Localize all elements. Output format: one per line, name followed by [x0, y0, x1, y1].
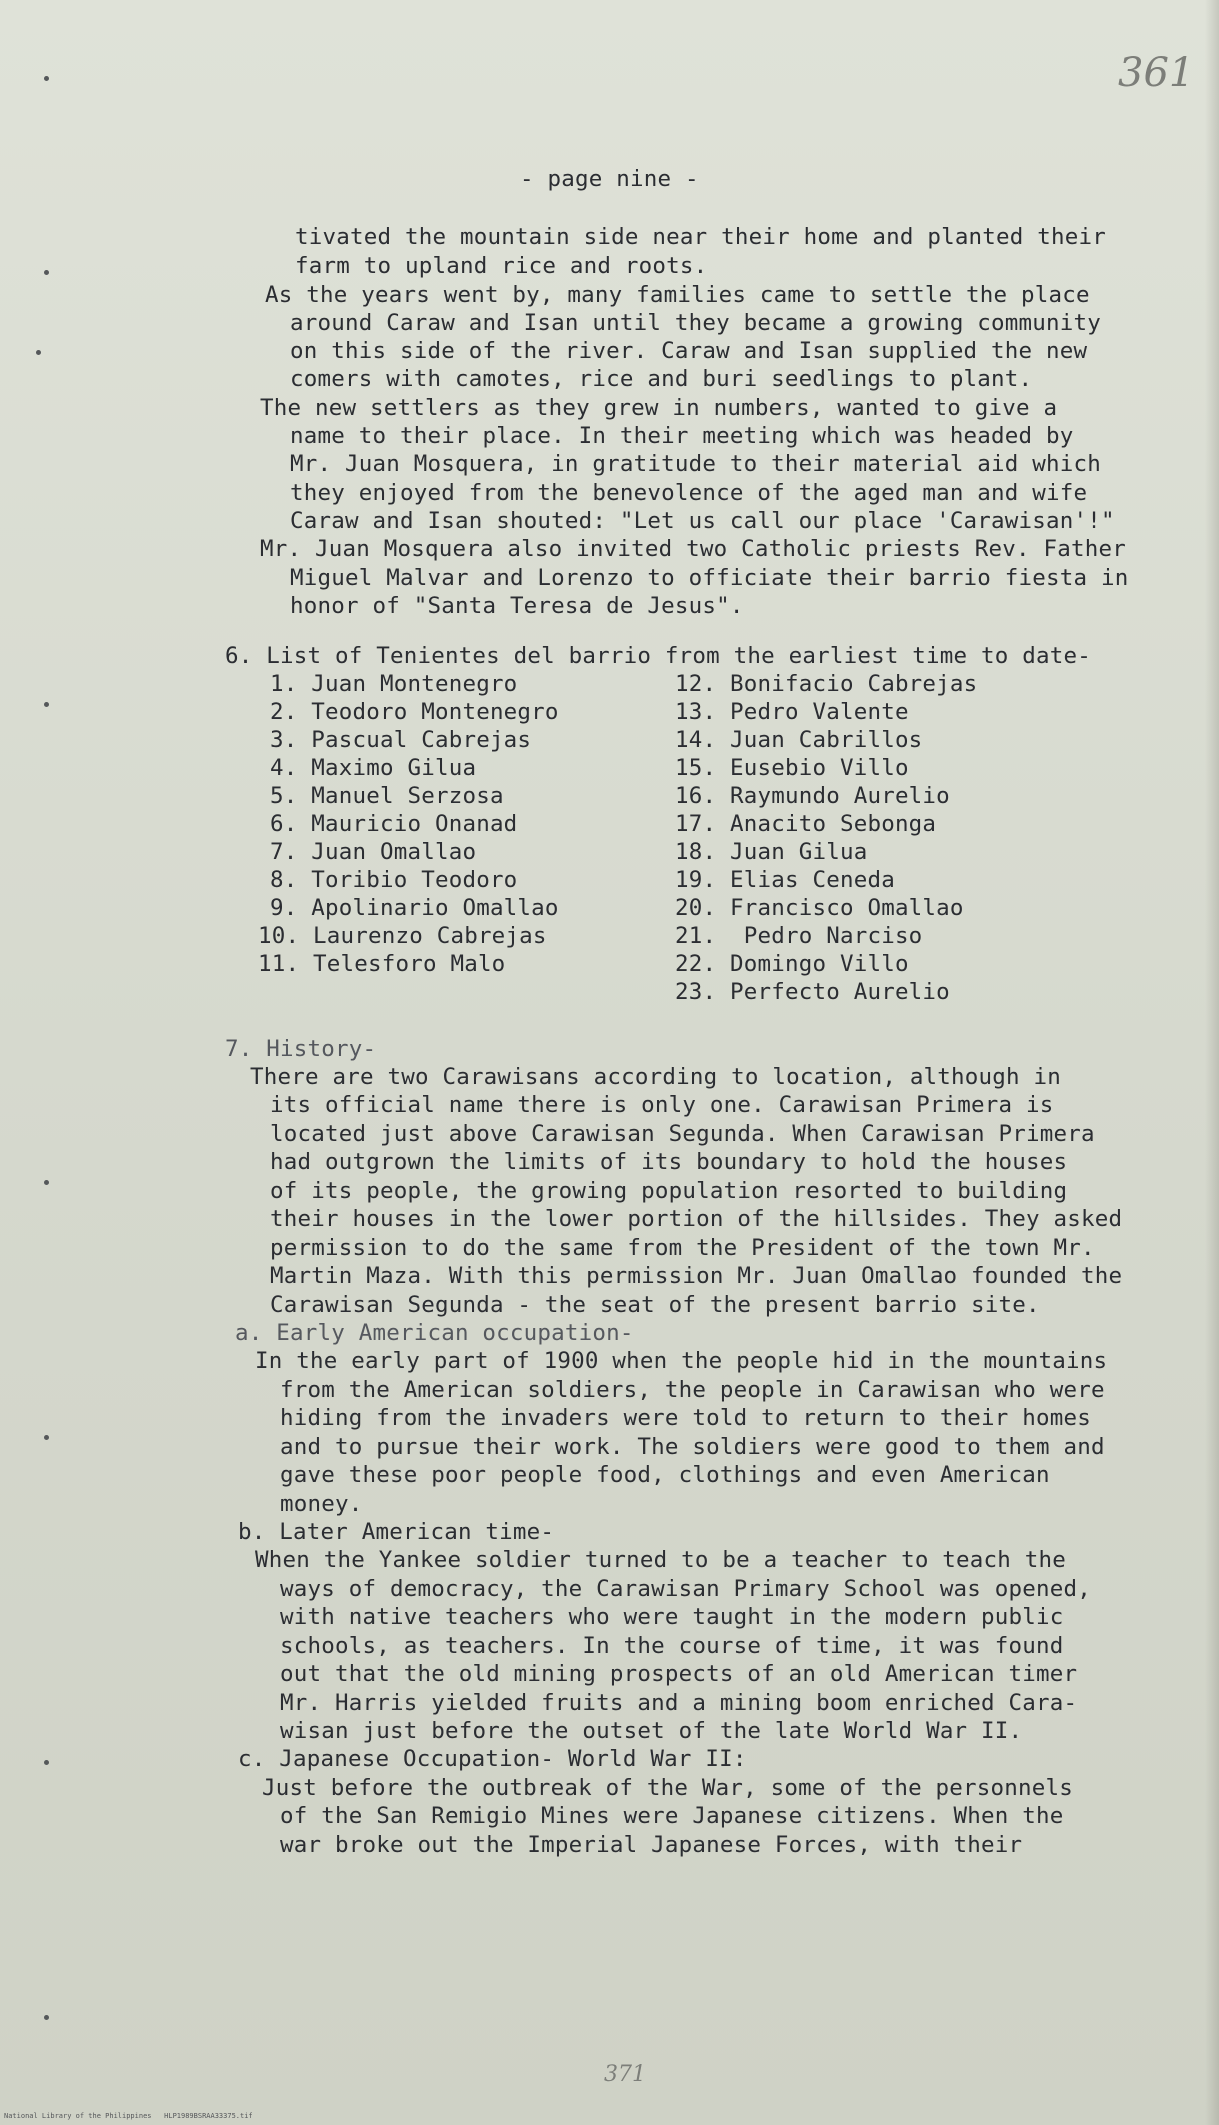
subsection-c-heading: c. Japanese Occupation- World War II:	[238, 1746, 747, 1772]
list-item: 3. Pascual Cabrejas	[270, 727, 532, 753]
text-line: comers with camotes, rice and buri seedlings to plant.	[290, 366, 1033, 392]
list-item: 11. Telesforo Malo	[258, 951, 506, 977]
list-item: 9. Apolinario Omallao	[270, 895, 559, 921]
text-line: they enjoyed from the benevolence of the aged man and wife	[290, 480, 1088, 506]
text-line: Mr. Harris yielded fruits and a mining boom enriched Cara-	[280, 1690, 1078, 1716]
list-item: 7. Juan Omallao	[270, 839, 477, 865]
punch-hole-mark	[44, 270, 49, 275]
text-line: wisan just before the outset of the late World War II.	[280, 1718, 1023, 1744]
text-line: gave these poor people food, clothings and even American	[280, 1462, 1050, 1488]
text-line: tivated the mountain side near their home and planted their	[295, 224, 1107, 250]
list-item: 14. Juan Cabrillos	[675, 727, 923, 753]
text-line: Miguel Malvar and Lorenzo to officiate their barrio fiesta in	[290, 565, 1129, 591]
list-item: 20. Francisco Omallao	[675, 895, 964, 921]
text-line: As the years went by, many families came to settle the place	[265, 282, 1090, 308]
text-line: hiding from the invaders were told to return to their homes	[280, 1405, 1092, 1431]
list-item: 1. Juan Montenegro	[270, 671, 518, 697]
list-item: 6. Mauricio Onanad	[270, 811, 518, 837]
text-line: There are two Carawisans according to location, although in	[250, 1064, 1062, 1090]
text-line: Just before the outbreak of the War, some of the personnels	[262, 1775, 1074, 1801]
text-line: Mr. Juan Mosquera, in gratitude to their material aid which	[290, 451, 1102, 477]
list-item: 18. Juan Gilua	[675, 839, 868, 865]
text-line: had outgrown the limits of its boundary to hold the houses	[270, 1149, 1068, 1175]
tenientes-heading: 6. List of Tenientes del barrio from the earliest time to date-	[225, 643, 1092, 669]
list-item: 4. Maximo Gilua	[270, 755, 477, 781]
text-line: and to pursue their work. The soldiers were good to them and	[280, 1434, 1105, 1460]
list-item: 13. Pedro Valente	[675, 699, 909, 725]
punch-hole-mark	[36, 350, 41, 355]
scan-footer: National Library of the Philippines HLP1989BSRAA33375.tif	[4, 2112, 253, 2120]
punch-hole-mark	[44, 1435, 49, 1440]
punch-hole-mark	[44, 1760, 49, 1765]
text-line: ways of democracy, the Carawisan Primary School was opened,	[280, 1576, 1092, 1602]
text-line: its official name there is only one. Carawisan Primera is	[270, 1092, 1054, 1118]
text-line: honor of "Santa Teresa de Jesus".	[290, 593, 744, 619]
list-item: 8. Toribio Teodoro	[270, 867, 518, 893]
punch-hole-mark	[44, 1180, 49, 1185]
text-line: schools, as teachers. In the course of time, it was found	[280, 1633, 1064, 1659]
list-item: 17. Anacito Sebonga	[675, 811, 937, 837]
text-line: from the American soldiers, the people in Carawisan who were	[280, 1377, 1105, 1403]
list-item: 15. Eusebio Villo	[675, 755, 909, 781]
text-line: name to their place. In their meeting which was headed by	[290, 423, 1074, 449]
handwritten-folio-number: 371	[604, 2062, 646, 2087]
list-item: 16. Raymundo Aurelio	[675, 783, 950, 809]
history-heading: 7. History-	[225, 1036, 377, 1062]
list-item: 22. Domingo Villo	[675, 951, 909, 977]
list-item: 2. Teodoro Montenegro	[270, 699, 559, 725]
text-line: In the early part of 1900 when the people hid in the mountains	[255, 1348, 1108, 1374]
subsection-b-heading: b. Later American time-	[238, 1519, 555, 1545]
list-item: 10. Laurenzo Cabrejas	[258, 923, 547, 949]
text-line: Mr. Juan Mosquera also invited two Catholic priests Rev. Father	[260, 536, 1127, 562]
punch-hole-mark	[44, 76, 49, 81]
text-line: on this side of the river. Caraw and Isan supplied the new	[290, 338, 1088, 364]
text-line: Martin Maza. With this permission Mr. Juan Omallao founded the	[270, 1263, 1123, 1289]
text-line: money.	[280, 1491, 363, 1517]
text-line: of the San Remigio Mines were Japanese citizens. When the	[280, 1803, 1064, 1829]
text-line: with native teachers who were taught in the modern public	[280, 1604, 1064, 1630]
text-line: war broke out the Imperial Japanese Forces, with their	[280, 1832, 1023, 1858]
list-item: 12. Bonifacio Cabrejas	[675, 671, 978, 697]
text-line: The new settlers as they grew in numbers, wanted to give a	[260, 395, 1058, 421]
list-item: 23. Perfecto Aurelio	[675, 979, 950, 1005]
subsection-a-heading: a. Early American occupation-	[235, 1320, 634, 1346]
page-header: - page nine -	[520, 166, 699, 192]
text-line: of its people, the growing population resorted to building	[270, 1178, 1068, 1204]
punch-hole-mark	[44, 702, 49, 707]
list-item: 5. Manuel Serzosa	[270, 783, 504, 809]
handwritten-page-number: 361	[1118, 50, 1195, 96]
text-line: around Caraw and Isan until they became a growing community	[290, 310, 1102, 336]
list-item: 21. Pedro Narciso	[675, 923, 923, 949]
text-line: their houses in the lower portion of the hillsides. They asked	[270, 1206, 1123, 1232]
text-line: Caraw and Isan shouted: "Let us call our place 'Carawisan'!"	[290, 508, 1115, 534]
punch-hole-mark	[44, 2015, 49, 2020]
text-line: permission to do the same from the President of the town Mr.	[270, 1235, 1095, 1261]
page-edge-shadow	[1205, 0, 1219, 2125]
text-line: farm to upland rice and roots.	[295, 253, 708, 279]
list-item: 19. Elias Ceneda	[675, 867, 895, 893]
text-line: Carawisan Segunda - the seat of the present barrio site.	[270, 1292, 1040, 1318]
text-line: located just above Carawisan Segunda. When Carawisan Primera	[270, 1121, 1095, 1147]
text-line: out that the old mining prospects of an old American timer	[280, 1661, 1078, 1687]
text-line: When the Yankee soldier turned to be a teacher to teach the	[255, 1547, 1067, 1573]
